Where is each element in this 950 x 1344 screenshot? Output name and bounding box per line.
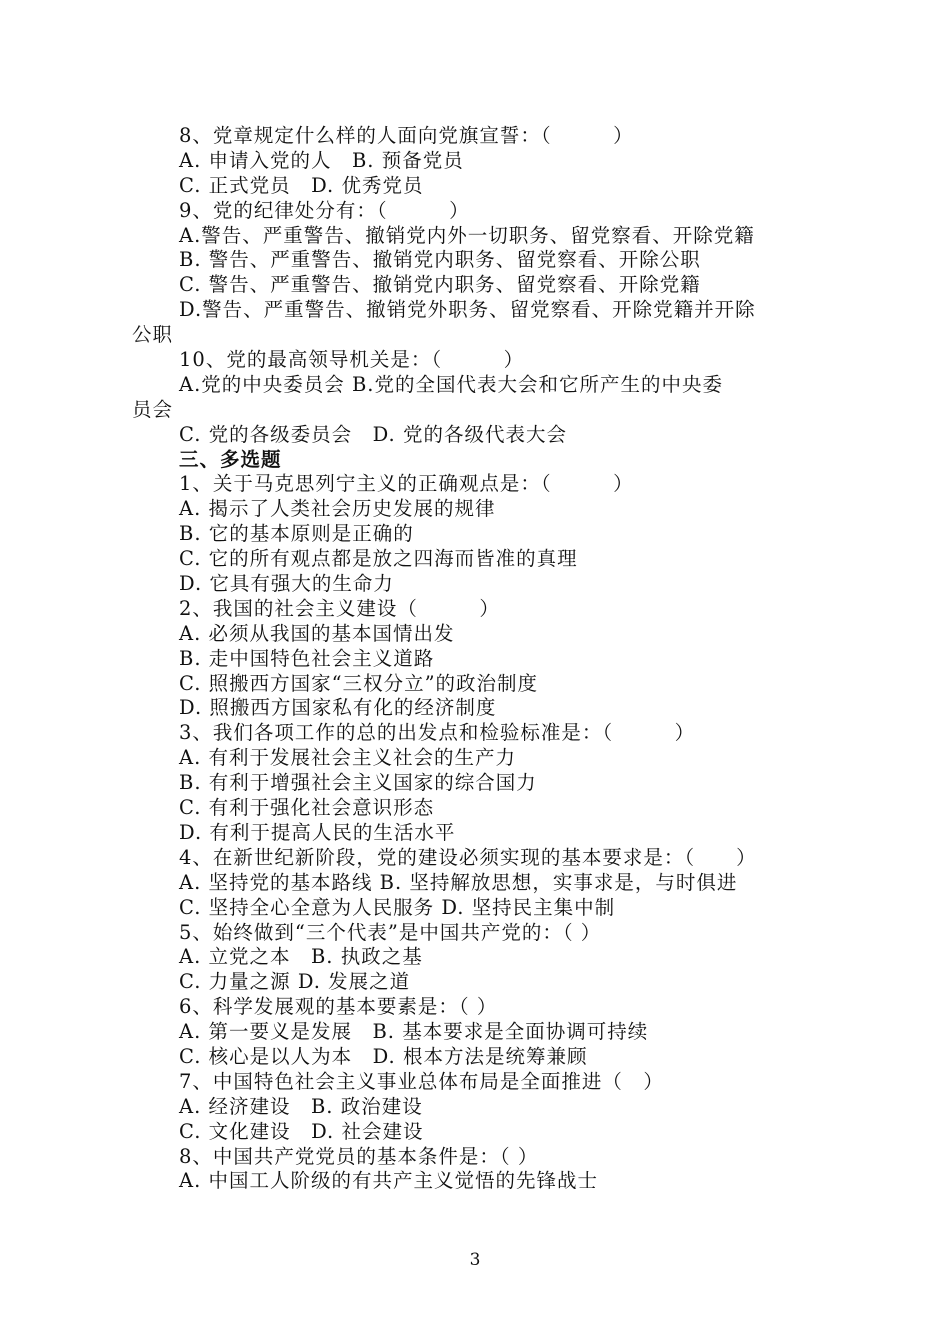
- option-line: D. 它具有强大的生命力: [179, 572, 394, 596]
- option-line: C. 它的所有观点都是放之四海而皆准的真理: [179, 547, 578, 571]
- page-content: [132, 124, 832, 1194]
- section-heading: 三、多选题: [179, 447, 282, 471]
- question-line: 1、关于马克思列宁主义的正确观点是：（ ）: [179, 472, 634, 496]
- option-line: C. 力量之源 D. 发展之道: [179, 970, 411, 994]
- option-line: B. 走中国特色社会主义道路: [179, 646, 435, 670]
- option-line: B. 它的基本原则是正确的: [179, 522, 414, 546]
- option-line: C. 警告、严重警告、撤销党内职务、留党察看、开除党籍: [179, 273, 701, 297]
- option-line: A. 中国工人阶级的有共产主义觉悟的先锋战士: [179, 1169, 598, 1193]
- option-line: A. 经济建设 B. 政治建设: [179, 1094, 423, 1118]
- option-line: C. 正式党员 D. 优秀党员: [179, 173, 424, 197]
- question-line: 7、中国特色社会主义事业总体布局是全面推进（ ）: [179, 1069, 664, 1093]
- question-line: 9、党的纪律处分有：（ ）: [179, 198, 470, 222]
- option-line: A.警告、严重警告、撤销党内外一切职务、留党察看、开除党籍: [179, 223, 755, 247]
- option-line: A. 有利于发展社会主义社会的生产力: [179, 746, 516, 770]
- question-line: 3、我们各项工作的总的出发点和检验标准是：（ ）: [179, 721, 696, 745]
- option-line: C. 有利于强化社会意识形态: [179, 796, 435, 820]
- option-line: A.党的中央委员会 B.党的全国代表大会和它所产生的中央委: [179, 372, 724, 396]
- question-line: 8、中国共产党党员的基本条件是：（ ）: [179, 1144, 539, 1168]
- page-number: 3: [469, 1250, 481, 1270]
- option-line: C. 党的各级委员会 D. 党的各级代表大会: [179, 422, 567, 446]
- option-line: C. 坚持全心全意为人民服务 D. 坚持民主集中制: [179, 895, 616, 919]
- option-line: C. 文化建设 D. 社会建设: [179, 1119, 424, 1143]
- question-line: 2、我国的社会主义建设（ ）: [179, 596, 500, 620]
- continuation-line: 公职: [132, 323, 174, 347]
- option-line: A. 申请入党的人 B. 预备党员: [179, 148, 464, 172]
- option-line: A. 揭示了人类社会历史发展的规律: [179, 497, 496, 521]
- question-line: 4、在新世纪新阶段，党的建设必须实现的基本要求是：（ ）: [179, 845, 757, 869]
- option-line: B. 警告、严重警告、撤销党内职务、留党察看、开除公职: [179, 248, 701, 272]
- option-line: A. 必须从我国的基本国情出发: [179, 621, 455, 645]
- question-line: 8、党章规定什么样的人面向党旗宣誓：（ ）: [179, 124, 634, 147]
- question-line: 10、党的最高领导机关是：（ ）: [179, 348, 525, 372]
- continuation-line: 员会: [132, 397, 174, 421]
- option-line: C. 核心是以人为本 D. 根本方法是统筹兼顾: [179, 1044, 588, 1068]
- option-line: D. 照搬西方国家私有化的经济制度: [179, 696, 497, 720]
- question-line: 5、始终做到“三个代表”是中国共产党的：（ ）: [179, 920, 602, 944]
- option-line: D.警告、严重警告、撤销党外职务、留党察看、开除党籍并开除: [179, 298, 756, 322]
- option-line: A. 第一要义是发展 B. 基本要求是全面协调可持续: [179, 1020, 649, 1044]
- option-line: D. 有利于提高人民的生活水平: [179, 820, 456, 844]
- option-line: B. 有利于增强社会主义国家的综合国力: [179, 771, 537, 795]
- option-line: A. 立党之本 B. 执政之基: [179, 945, 423, 969]
- question-line: 6、科学发展观的基本要素是：（ ）: [179, 995, 498, 1019]
- option-line: C. 照搬西方国家“三权分立”的政治制度: [179, 671, 539, 695]
- option-line: A. 坚持党的基本路线 B. 坚持解放思想，实事求是，与时俱进: [179, 870, 738, 894]
